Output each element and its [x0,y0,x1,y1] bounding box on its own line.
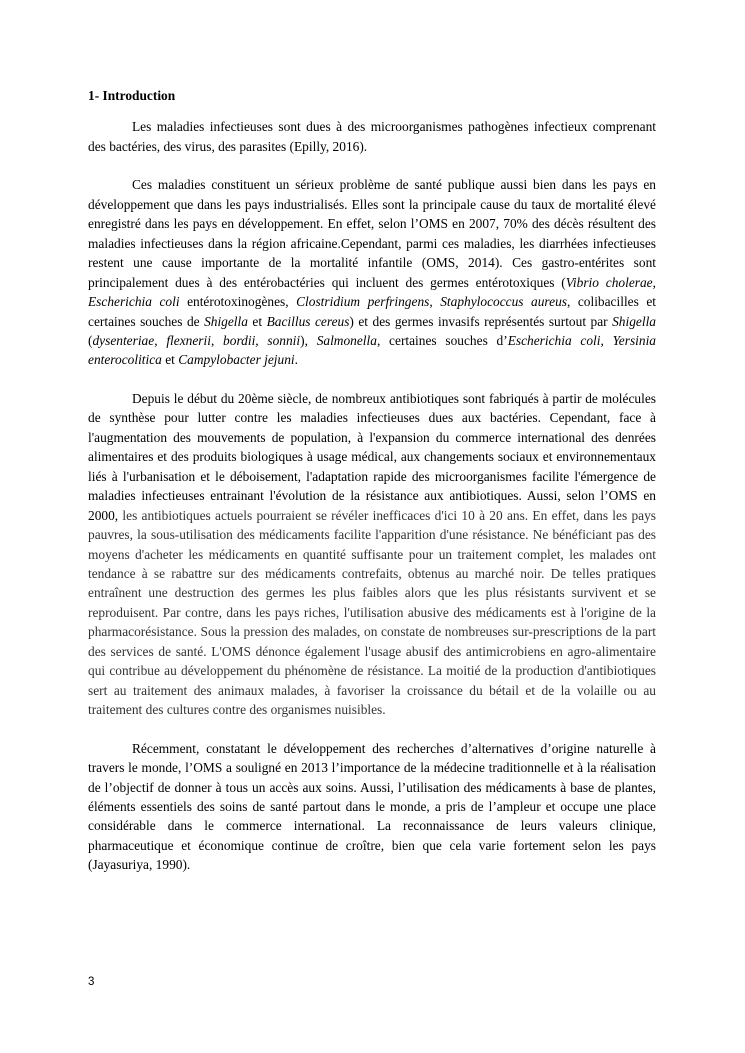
document-page [88,86,656,894]
page-number: 3 [88,976,95,988]
paragraph-1: Les maladies infectieuses sont dues à des microorganismes pathogènes infectieux comprenant des bactéries, des virus, des parasites (Epilly, 2016). [88,119,656,154]
section-heading: 1- Introduction [88,88,176,103]
paragraph-2: Ces maladies constituent un sérieux problème de santé publique aussi bien dans les pays en développement que dans les pays industrialisés. Elles sont la principale cause du taux de mortalité élevé enregistré dans les pays en développement. En effet, selon l’OMS en 2007, 70% des décès résultent des maladies infectieuses dans la région africaine.Cependant, parmi ces maladies, les diarrhées infectieuses restent une cause importante de la mortalité infantile (OMS, 2014). Ces gastro-entérites sont principalement dues à des entérobactéries qui incluent des germes entérotoxiques (Vibrio cholerae, Escherichia coli entérotoxinogènes, Clostridium perfringens, Staphylococcus aureus, colibacilles et certaines souches de Shigella et Bacillus cereus) et des germes invasifs représentés surtout par Shigella (dysenteriae, flexnerii, bordii, sonnii), Salmonella, certaines souches d’Escherichia coli, Yersinia enterocolitica et Campylobacter jejuni. [88,177,656,368]
paragraph-4: Récemment, constatant le développement des recherches d’alternatives d’origine naturelle à travers le monde, l’OMS a souligné en 2013 l’importance de la médecine traditionnelle et à la réalisation de l’objectif de donner à tous un accès aux soins. Aussi, l’utilisation des médicaments à base de plantes, éléments essentiels des soins de santé partout dans le monde, a pris de l’ampleur et occupe une place considérable dans le commerce international. La reconnaissance de leurs valeurs clinique, pharmaceutique et économique continue de croître, bien que cela varie fortement selon les pays (Jayasuriya, 1990). [88,740,656,873]
paragraph-3: Depuis le début du 20ème siècle, de nombreux antibiotiques sont fabriqués à partir de molécules de synthèse pour lutter contre les maladies infectieuses dues aux bactéries. Cependant, face à l'augmentation des mouvements de population, à l'expansion du commerce international des denrées alimentaires et des produits biologiques à usage médical, aux changements sociaux et environnementaux liés à l'urbanisation et le déboisement, l'adaptation rapide des microorganismes facilite l'émergence de maladies infectieuses entrainant l'évolution de la résistance aux antibiotiques. Aussi, selon l’OMS en 2000, les antibiotiques actuels pourraient se révéler inefficaces d'ici 10 à 20 ans. En effet, dans les pays pauvres, la sous-utilisation des médicaments facilite l'apparition d'une résistance. Ne bénéficiant pas des moyens d'acheter les médicaments en quantité suffisante pour un traitement complet, les malades ont tendance à se rabattre sur des médicaments contrefaits, obtenus au marché noir. De telles pratiques entraînent une destruction des germes les plus faibles alors que les plus résistants survivent et se reproduisent. Par contre, dans les pays riches, l'utilisation abusive des médicaments est à l'origine de la pharmacorésistance. Sous la pression des malades, on constate de nombreuses sur-prescriptions de la part des services de santé. L'OMS dénonce également l'usage abusif des antimicrobiens en agro-alimentaire qui contribue au développement du phénomène de résistance. La moitié de la production d'antibiotiques sert au traitement des animaux malades, à favoriser la croissance du bétail et de la volaille ou au traitement des cultures contre des organismes nuisibles. [88,390,656,718]
